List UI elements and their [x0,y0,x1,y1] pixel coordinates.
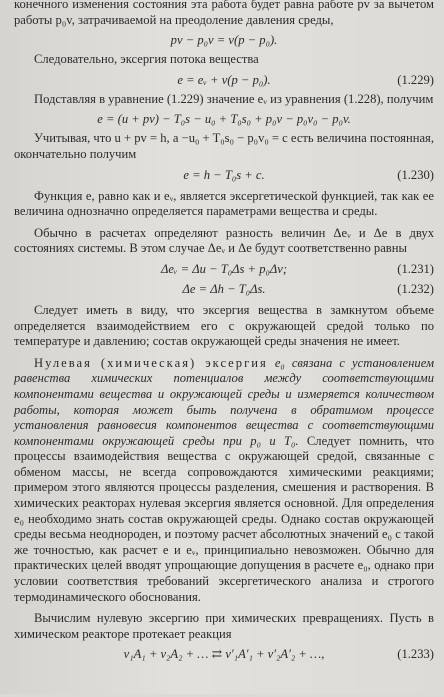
paragraph: Функция e, равно как и eᵥ, является эксергетической функцией, так как ее величина однозначно определяется параметрами вещества и среды. [14,188,434,219]
paragraph: Обычно в расчетах определяют разность величин Δeᵥ и Δe в двух состояниях системы. В этом случае Δeᵥ и Δe будут соответственно равны [14,225,434,256]
equation-text: ν₁A₁ + ν₂A₂ + … ⇄ ν′₁A′₁ + ν′₂A′₂ + …, [123,647,325,662]
equation-text: pv − p₀v = v(p − p₀). [170,33,278,48]
paragraph: Учитывая, что u + pv = h, а −u₀ + T₀s₀ − p₀v₀ = c есть величина постоянная, окончательно получим [14,131,434,161]
italic-definition: e₀ связана с установлением равенства химических потенциалов между соответствующими компонентами вещества и окружающей среды и измеряется количеством работы, которая может быть получена в обратимом процессе установления равновесия компонентов вещества с соответствующими компонентами окружающей среды при p₀ и T₀. [14,355,435,448]
equation-text: Δeᵥ = Δu − T₀Δs + p₀Δv; [160,261,288,276]
paragraph: конечного изменения состояния эта работа будет равна работе pv за вычетом работы p₀v, затрачиваемой на преодоление давления среды, [14,0,434,27]
equation-number: (1.233) [397,647,434,662]
equation-number: (1.232) [397,281,434,296]
paragraph: Следовательно, эксергия потока вещества [34,52,259,67]
equation [14,111,434,127]
equation-number: (1.231) [397,261,434,276]
equation [14,32,434,48]
equation-1233 [14,646,434,662]
equation-1231 [14,261,434,277]
paragraph-zero-exergy [14,356,434,606]
equation-1230 [14,167,434,183]
equation-text: Δe = Δh − T₀Δs. [182,281,266,296]
equation-text: e = h − T₀s + c. [183,167,265,182]
paragraph: Вычислим нулевую эксергию при химических превращениях. Пусть в химическом реакторе протекает реакция [14,611,434,641]
equation-text: e = eᵥ + v(p − p₀). [177,72,271,87]
paragraph: Следует иметь в виду, что эксергия вещества в замкнутом объеме определяется взаимодействием его с окружающей средой только по температуре и давлению; состав окружающей среды значения не имеет. [14,302,434,349]
equation-1229 [14,72,434,88]
paragraph: Подставляя в уравнение (1.229) значение eᵥ из уравнения (1.228), получим [34,91,434,106]
paragraph-text: Следует помнить, что процессы взаимодействия вещества с окружающей средой, связанные с обменом массы, не всегда сопровождаются химическими реакциями; примером этого являются процессы разделения, смешения и растворения. В химических реакторах нулевая эксергия является основной. Для определения e₀ необходимо знать состав окружающей среды. Однако состав окружающей среды весьма неоднороден, и поэтому расчет абсолютных значений e₀ с такой же точностью, как расчет e и eᵥ, принципиально невозможен. Обычно для практических целей вводят упрощающие допущения в расчете e₀, однако при условии соответствия требований эксергетического анализа и строгого термодинамического обоснования. [14,433,434,604]
equation-number: (1.229) [397,72,434,87]
equation-number: (1.230) [397,167,434,182]
equation-1232 [14,281,434,297]
spaced-term: Нулевая (химическая) эксергия [34,355,268,370]
equation-text: e = (u + pv) − T₀s − u₀ + T₀s₀ + p₀v − p₀v₀ − p₀v. [97,112,351,127]
